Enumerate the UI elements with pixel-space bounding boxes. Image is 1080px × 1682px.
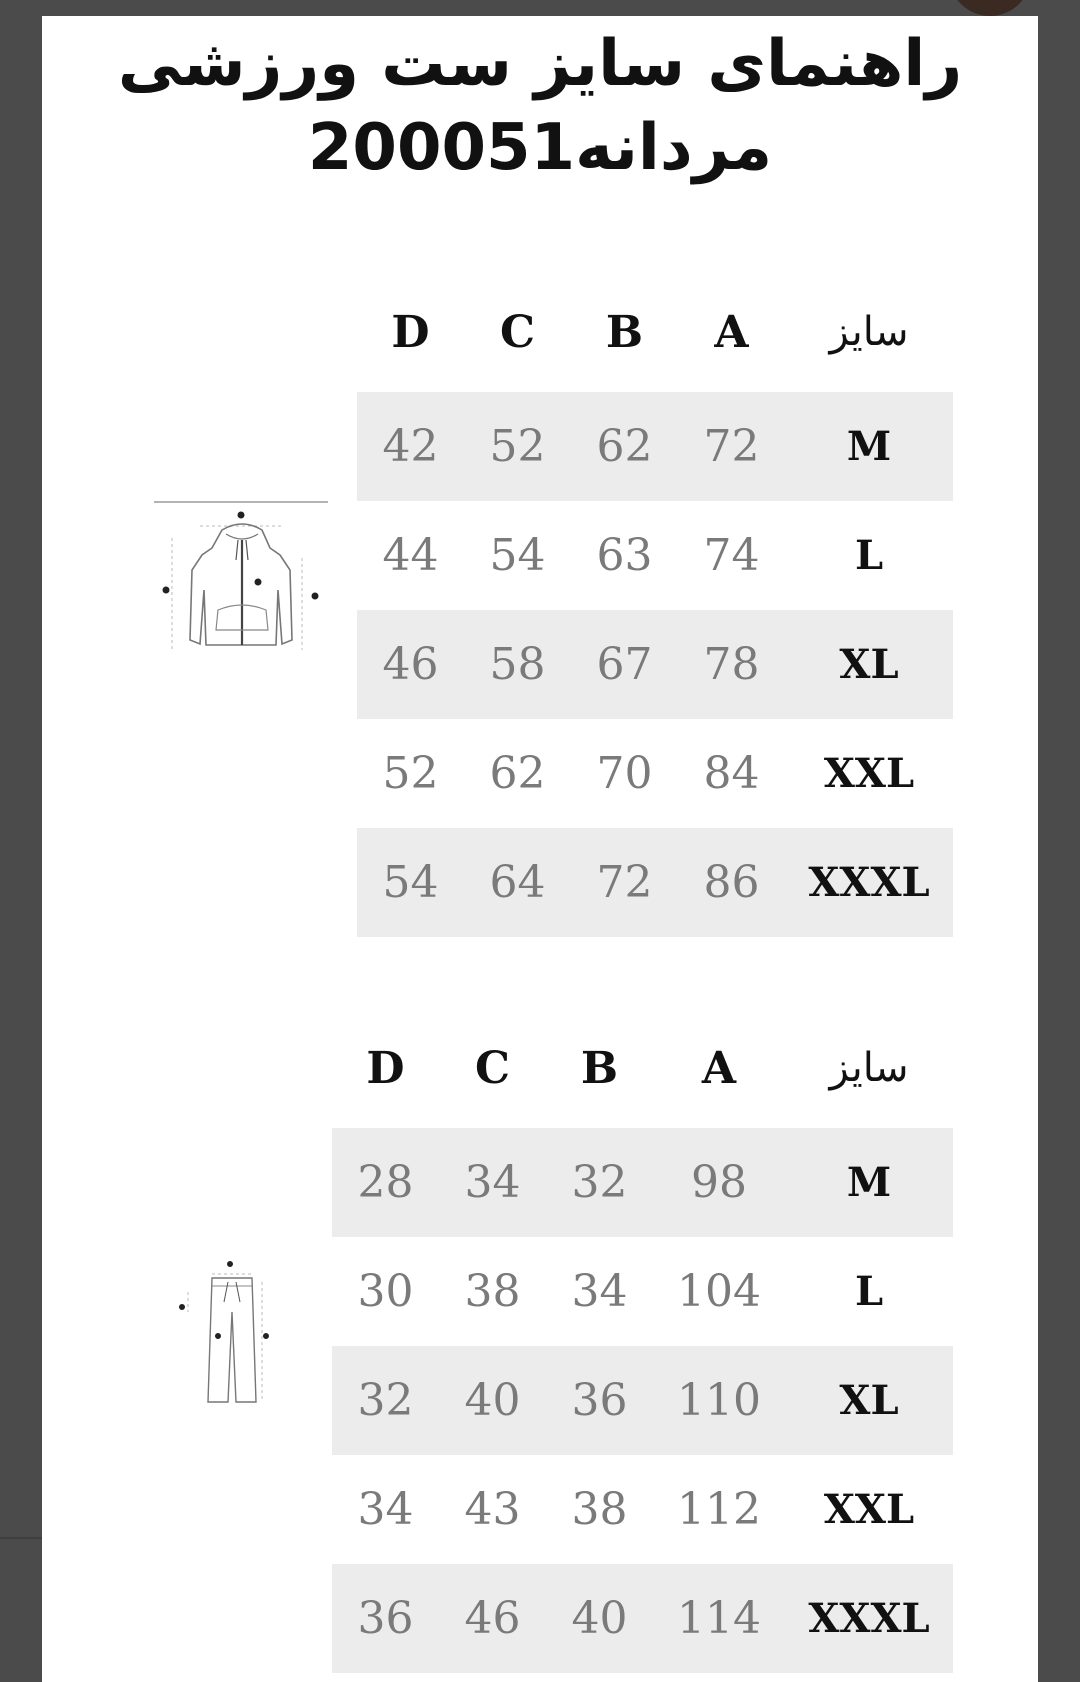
hoodie-size-table (357, 272, 953, 937)
column-header-a: A (701, 1042, 737, 1094)
cell-size: XXXL (785, 1564, 953, 1673)
cell-c: 52 (464, 392, 571, 501)
cell-a: 72 (678, 392, 785, 501)
cell-size: M (785, 392, 953, 501)
cell-a: 78 (678, 610, 785, 719)
cell-c: 64 (464, 828, 571, 937)
column-header-size: سایز (829, 309, 909, 355)
title-line-1: راهنمای سایز ست ورزشی (117, 27, 963, 101)
table-row (357, 828, 953, 937)
title-line-2: مردانه200051 (307, 111, 773, 185)
column-header-a: A (714, 306, 749, 358)
table-row (332, 1455, 953, 1564)
cell-d: 44 (382, 530, 439, 581)
cell-size: XXL (823, 750, 915, 797)
cell-a: 112 (677, 1484, 761, 1535)
cell-a: 104 (677, 1266, 761, 1317)
cell-c: 34 (439, 1128, 546, 1237)
column-header-c: C (499, 306, 536, 358)
cell-a: 74 (703, 530, 760, 581)
cell-size: XXL (823, 1486, 915, 1533)
cell-b: 38 (571, 1484, 628, 1535)
table-row (357, 501, 953, 610)
cell-d: 30 (357, 1266, 414, 1317)
cell-a: 86 (678, 828, 785, 937)
cell-c: 62 (489, 748, 546, 799)
cell-b: 32 (546, 1128, 653, 1237)
cell-b: 34 (571, 1266, 628, 1317)
cell-size: XXXL (785, 828, 953, 937)
column-header-d: D (391, 306, 430, 358)
divider (0, 1537, 42, 1539)
cell-d: 46 (357, 610, 464, 719)
cell-a: 84 (703, 748, 760, 799)
cell-b: 62 (571, 392, 678, 501)
cell-size: L (854, 532, 884, 579)
cell-d: 28 (332, 1128, 439, 1237)
cell-a: 114 (653, 1564, 785, 1673)
cell-size: M (785, 1128, 953, 1237)
cell-b: 63 (596, 530, 653, 581)
cell-size: L (854, 1268, 884, 1315)
table-row (332, 1128, 953, 1237)
cell-b: 40 (546, 1564, 653, 1673)
cell-a: 98 (653, 1128, 785, 1237)
column-header-size: سایز (829, 1045, 909, 1091)
cell-d: 52 (382, 748, 439, 799)
pants-icon (172, 1252, 292, 1410)
cell-d: 54 (357, 828, 464, 937)
cell-size: XL (785, 1346, 953, 1455)
cell-b: 72 (571, 828, 678, 937)
cell-d: 34 (357, 1484, 414, 1535)
avatar[interactable] (949, 0, 1031, 16)
column-header-d: D (366, 1042, 405, 1094)
column-header-b: B (605, 306, 644, 358)
cell-c: 54 (489, 530, 546, 581)
table-row (357, 392, 953, 501)
cell-size: XL (785, 610, 953, 719)
cell-c: 38 (464, 1266, 521, 1317)
cell-c: 40 (439, 1346, 546, 1455)
cell-b: 70 (596, 748, 653, 799)
pants-size-table (332, 1008, 953, 1673)
table-row (357, 719, 953, 828)
cell-c: 43 (464, 1484, 521, 1535)
cell-a: 110 (653, 1346, 785, 1455)
hoodie-icon (152, 500, 332, 675)
cell-c: 58 (464, 610, 571, 719)
cell-d: 42 (357, 392, 464, 501)
table-row (332, 1564, 953, 1673)
cell-b: 67 (571, 610, 678, 719)
column-header-b: B (580, 1042, 619, 1094)
cell-c: 46 (439, 1564, 546, 1673)
cell-b: 36 (546, 1346, 653, 1455)
cell-d: 36 (332, 1564, 439, 1673)
table-row (332, 1346, 953, 1455)
table-row (332, 1237, 953, 1346)
size-guide-sheet (42, 16, 1038, 1682)
table-row (357, 610, 953, 719)
page-title (42, 16, 1038, 190)
cell-d: 32 (332, 1346, 439, 1455)
column-header-c: C (474, 1042, 511, 1094)
